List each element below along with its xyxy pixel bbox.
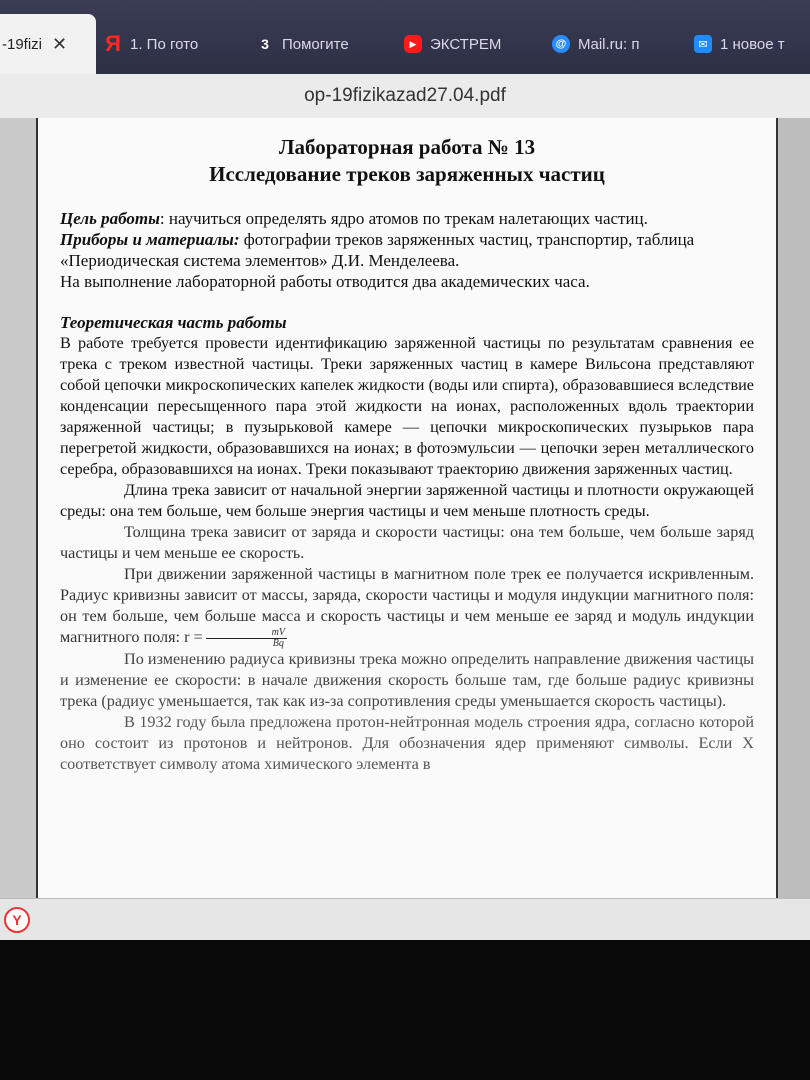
- pdf-page: [36, 118, 778, 898]
- message-icon: ✉: [694, 35, 712, 53]
- monitor-bezel: [0, 940, 810, 1080]
- paragraph-2: Длина трека зависит от начальной энергии заряженной частицы и плотности окружающей среды: она тем больше, чем больше энергия частицы и чем меньше плотность среды.: [60, 481, 754, 520]
- youtube-icon: ▶: [404, 35, 422, 53]
- znanija-icon: 3: [261, 36, 269, 52]
- tab-label: -19fizi: [2, 35, 43, 53]
- radius-formula: [206, 628, 287, 649]
- goal-label: Цель работы: [60, 209, 160, 228]
- tab-mail[interactable]: [552, 22, 662, 66]
- tab-active-pdf[interactable]: [0, 14, 96, 74]
- tab-youtube[interactable]: [404, 22, 516, 66]
- pdf-viewer[interactable]: [0, 118, 810, 898]
- tab-znanija[interactable]: [256, 22, 366, 66]
- paragraph-4-text: При движении заряженной частицы в магнитном поле трек ее получается искривленным. Радиус кривизны зависит от массы, заряда, скорости частицы и модуля индукции магнитного поля: он тем больше, чем больше масса и скорость частицы и чем меньше ее заряд и модуль индукции магнитного поля: r =: [60, 565, 754, 646]
- paragraph-6: В 1932 году была предложена протон-нейтронная модель строения ядра, согласно которой оно состоит из протонов и нейтронов. Для обозначения ядер применяют символы. Если X соответствует символу атома химического элемента в: [60, 712, 754, 773]
- title-line-2: Исследование треков заряженных частиц: [209, 162, 605, 186]
- tab-label: 1 новое т: [720, 35, 785, 53]
- goal-text: : научиться определять ядро атомов по трекам налетающих частиц.: [159, 209, 648, 228]
- paragraph-5: По изменению радиуса кривизны трека можно определить направление движения частицы и изменение ее скорости: в начале движения скорость больше там, где больше радиус кривизны трека (радиус уменьшается, так как из-за сопротивления среды уменьшается скорость частицы).: [60, 649, 754, 710]
- paragraph-1: В работе требуется провести идентификацию заряженной частицы по результатам сравнения ее трека с треком известной частицы. Треки заряженных частиц в камере Вильсона представляют собой цепочки микроскопических капелек жидкости (воды или спирта), образовавшиеся вследствие конденсации пересыщенного пара этой жидкости на ионах, расположенных вдоль траектории заряженной частицы; в пузырьковой камере — цепочки микроскопических пузырьков пара перегретой жидкости, образовавшихся на ионах; в фотоэмульсии — цепочки зерен металлического серебра, образовавшихся на ионах. Треки показывают траекторию движения заряженных частиц.: [60, 334, 754, 478]
- theory-body: [60, 333, 754, 775]
- tab-label: 1. По гото: [130, 35, 199, 53]
- yandex-icon: Я: [105, 31, 121, 56]
- materials-label: Приборы и материалы:: [60, 230, 240, 249]
- bottom-bar: [0, 898, 810, 941]
- tab-messages[interactable]: [694, 22, 810, 66]
- theory-heading: Теоретическая часть работы: [60, 313, 287, 332]
- paragraph-3: Толщина трека зависит от заряда и скорости частицы: она тем больше, чем больше заряд частицы и чем меньше ее скорость.: [60, 523, 754, 562]
- pdf-filename-bar: [0, 74, 810, 119]
- goal-line: [60, 208, 754, 229]
- tab-label: Mail.ru: п: [578, 35, 640, 53]
- materials-line: [60, 229, 754, 271]
- tab-yandex[interactable]: [104, 22, 222, 66]
- formula-denominator: Bq: [272, 637, 284, 649]
- materials-text: фотографии треков заряженных частиц, транспортир, таблица «Периодическая система элементов» Д.И. Менделеева.: [60, 230, 695, 270]
- browser-tab-strip: [0, 0, 810, 80]
- document-title: [60, 134, 754, 188]
- tab-label: ЭКСТРЕМ: [430, 35, 502, 53]
- pdf-filename: op-19fizikazad27.04.pdf: [304, 85, 506, 106]
- formula-numerator: mV: [206, 628, 287, 639]
- tab-label: Помогите: [282, 35, 349, 53]
- paragraph-4: [60, 564, 754, 649]
- intro-block: [60, 208, 754, 292]
- viewer-right-margin: [778, 118, 810, 898]
- yandex-button-icon[interactable]: Y: [4, 907, 30, 933]
- time-line: На выполнение лабораторной работы отводится два академических часа.: [60, 272, 590, 291]
- close-tab-icon[interactable]: ✕: [52, 33, 68, 54]
- mail-icon: @: [552, 35, 570, 53]
- title-line-1: Лабораторная работа № 13: [278, 135, 536, 159]
